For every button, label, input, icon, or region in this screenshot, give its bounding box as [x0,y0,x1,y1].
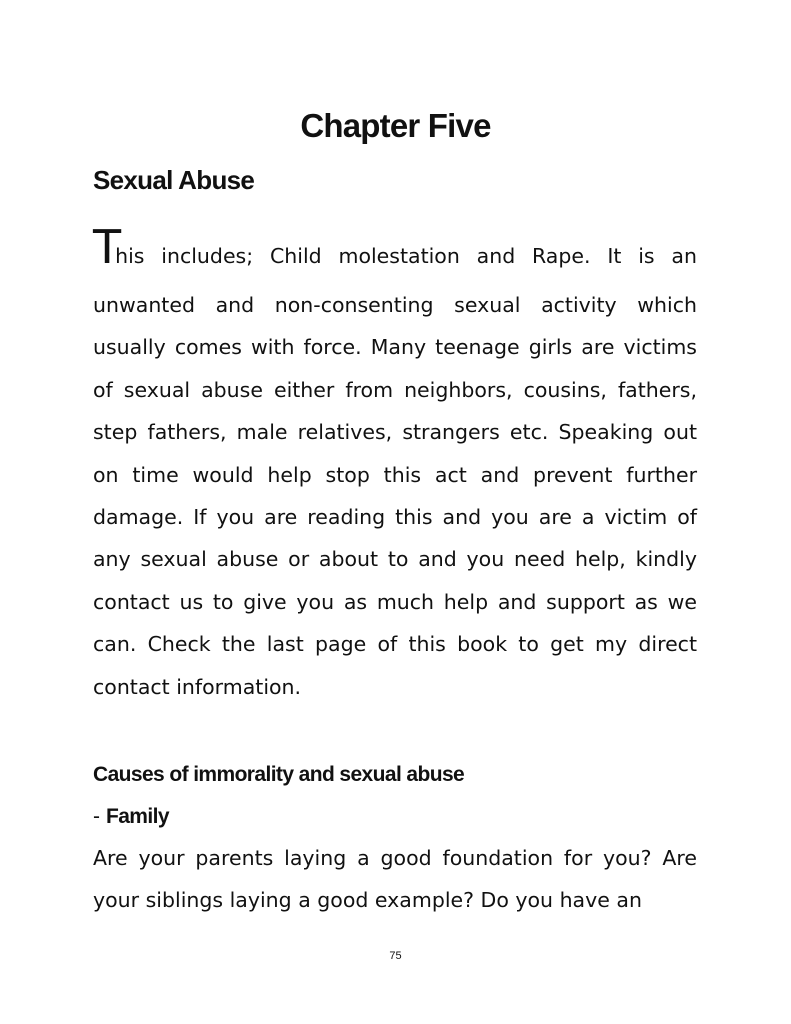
first-line [93,222,697,272]
first-line-word: is [638,244,655,268]
first-line-word: Child [269,244,322,268]
chapter-title: Chapter Five [300,107,491,144]
family-subheading [93,802,169,832]
causes-heading: Causes of immorality and sexual abuse [93,763,465,786]
first-line-word: and [476,244,516,268]
first-line-word: It [607,244,622,268]
first-line-word: Rape. [532,244,591,268]
page-number: 75 [389,950,402,962]
family-paragraph: Are your parents laying a good foundation for you? Are your siblings laying a good example? Do you have an [93,846,697,913]
sexual-abuse-paragraph: unwanted and non-consenting sexual activity which usually comes with force. Many teenage girls are victims of sexual abuse either from neighbors, cousins, fathers, step fathers, male relatives, strangers etc. Speaking out on time would help stop this act and prevent further damage. If you are reading this and you are a victim of any sexual abuse or about to and you need help, kindly contact us to give you as much help and support as we can. Check the last page of this book to get my direct contact information. [93,293,697,699]
first-word-group [93,222,144,281]
first-line-word: his [115,244,145,268]
first-line-word: an [671,244,697,268]
first-line-word: molestation [338,244,460,268]
family-dash: - [93,805,100,828]
drop-cap: T [93,220,122,274]
family-label: Family [106,805,169,828]
first-line-word: includes; [161,244,254,268]
section-title: Sexual Abuse [93,165,255,195]
